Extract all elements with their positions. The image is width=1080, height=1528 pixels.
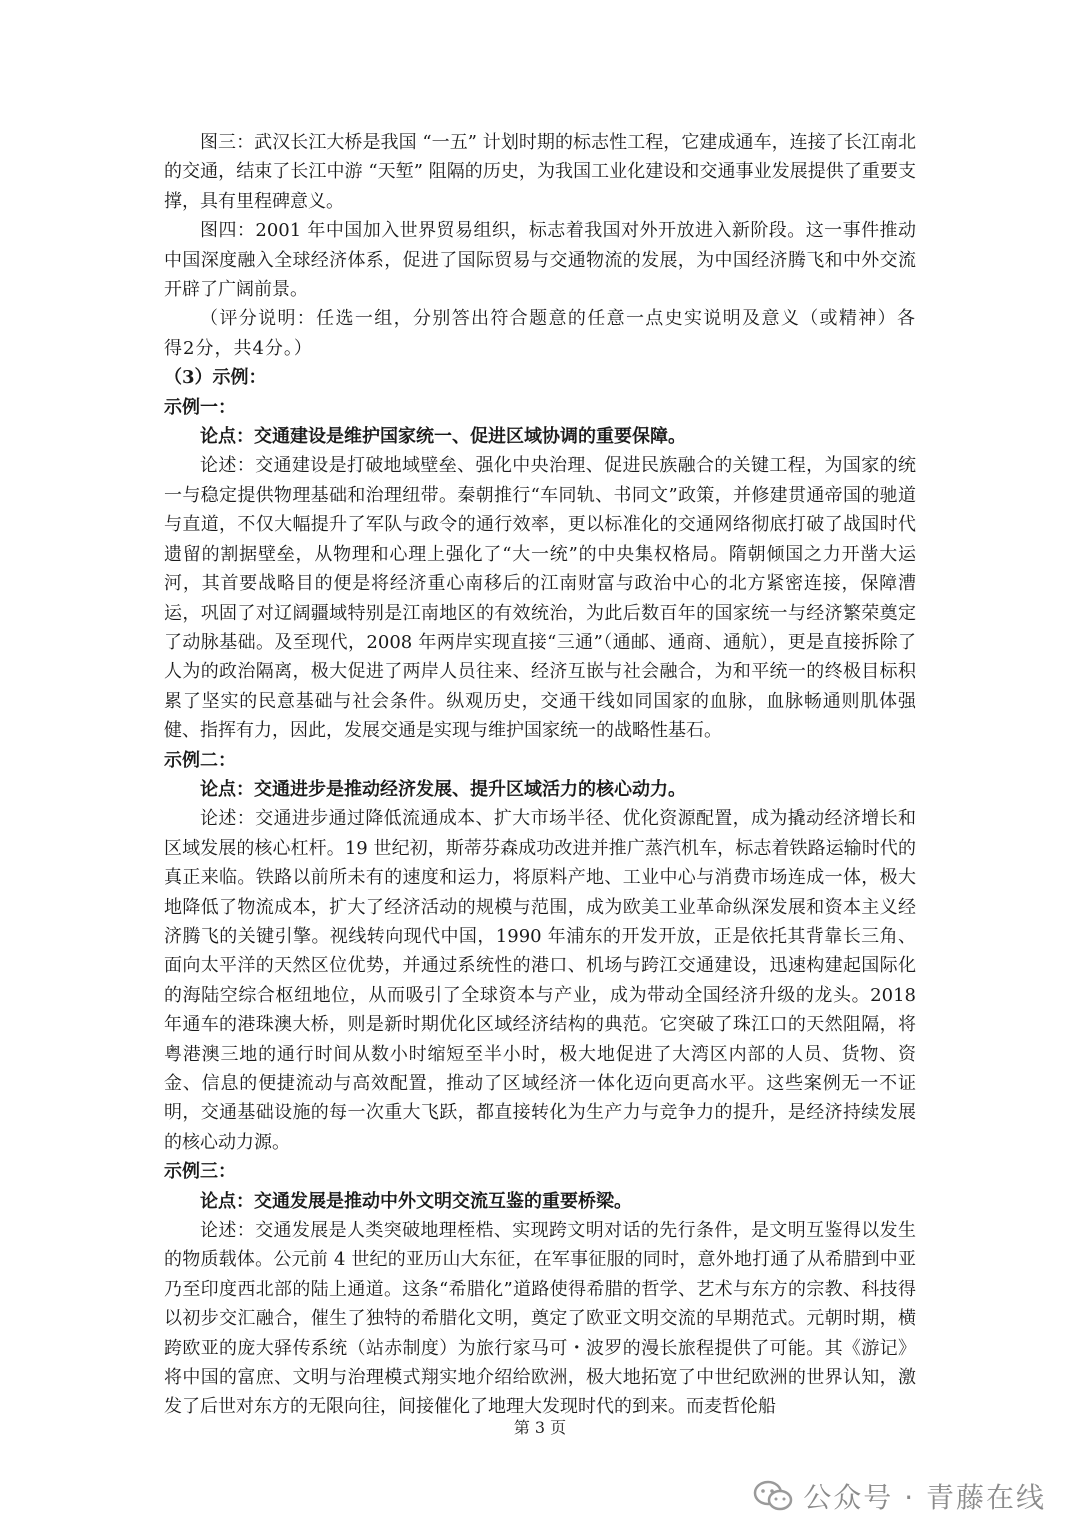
example-2-heading: 示例二：: [164, 749, 236, 771]
example-2-thesis: 论点：交通进步是推动经济发展、提升区域活力的核心动力。: [200, 778, 686, 800]
example-1-thesis: 论点：交通建设是维护国家统一、促进区域协调的重要保障。: [200, 426, 686, 448]
watermark-text: 公众号 · 青藤在线: [803, 1481, 1046, 1514]
watermark: [753, 1476, 1046, 1516]
wechat-icon: [753, 1480, 793, 1512]
example-1-argument: 论述：交通建设是打破地域壁垒、强化中央治理、促进民族融合的关键工程，为国家的统一与稳定提供物理基础和治理纽带。秦朝推行“车同轨、书同文”政策，并修建贯通帝国的驰道与直道，不仅大幅提升了军队与政令的通行效率，更以标准化的交通网络彻底打破了战国时代遗留的割据壁垒，从物理和心理上强化了“大一统”的中央集权格局。隋朝倾国之力开凿大运河，其首要战略目的便是将经济重心南移后的江南财富与政治中心的北方紧密连接，保障漕运，巩固了对辽阔疆域特别是江南地区的有效统治，为此后数百年的国家统一与经济繁荣奠定了动脉基础。及至现代，2008 年两岸实现直接“三通”（通邮、通商、通航），更是直接拆除了人为的政治隔离，极大促进了两岸人员往来、经济互嵌与社会融合，为和平统一的终极目标积累了坚实的民意基础与社会条件。纵观历史，交通干线如同国家的血脉，血脉畅通则肌体强健、指挥有力，因此，发展交通是实现与维护国家统一的战略性基石。: [164, 455, 916, 742]
document-body: [164, 128, 916, 1422]
example-3-thesis: 论点：交通发展是推动中外文明交流互鉴的重要桥梁。: [200, 1190, 632, 1212]
example-1-heading: 示例一：: [164, 396, 236, 418]
example-3-argument: 论述：交通发展是人类突破地理桎梏、实现跨文明对话的先行条件，是文明互鉴得以发生的物质载体。公元前 4 世纪的亚历山大东征，在军事征服的同时，意外地打通了从希腊到中亚乃至印度西北部的陆上通道。这条“希腊化”道路使得希腊的哲学、艺术与东方的宗教、科技得以初步交汇融合，催生了独特的希腊化文明，奠定了欧亚文明交流的早期范式。元朝时期，横跨欧亚的庞大驿传系统（站赤制度）为旅行家马可・波罗的漫长旅程提供了可能。其《游记》将中国的富庶、文明与治理模式翔实地介绍给欧洲，极大地拓宽了中世纪欧洲的世界认知，激发了后世对东方的无限向往，间接催化了地理大发现时代的到来。而麦哲伦船: [164, 1220, 916, 1418]
paragraph-figure-3: 图三：武汉长江大桥是我国 “一五” 计划时期的标志性工程，它建成通车，连接了长江南北的交通，结束了长江中游 “天堑” 阻隔的历史，为我国工业化建设和交通事业发展提供了重要支撑，具有里程碑意义。: [164, 132, 916, 212]
example-3-heading: 示例三：: [164, 1161, 236, 1183]
scoring-note: （评分说明：任选一组，分别答出符合题意的任意一点史实说明及意义（或精神）各得2分，共4分。）: [164, 308, 916, 359]
page-number: 第 3 页: [513, 1418, 567, 1437]
paragraph-figure-4: 图四：2001 年中国加入世界贸易组织，标志着我国对外开放进入新阶段。这一事件推动中国深度融入全球经济体系，促进了国际贸易与交通物流的发展，为中国经济腾飞和中外交流开辟了广阔前景。: [164, 220, 916, 301]
example-2-argument: 论述：交通进步通过降低流通成本、扩大市场半径、优化资源配置，成为撬动经济增长和区域发展的核心杠杆。19 世纪初，斯蒂芬森成功改进并推广蒸汽机车，标志着铁路运输时代的真正来临。铁路以前所未有的速度和运力，将原料产地、工业中心与消费市场连成一体，极大地降低了物流成本，扩大了经济活动的规模与范围，成为欧美工业革命纵深发展和资本主义经济腾飞的关键引擎。视线转向现代中国，1990 年浦东的开发开放，正是依托其背靠长三角、面向太平洋的天然区位优势，并通过系统性的港口、机场与跨江交通建设，迅速构建起国际化的海陆空综合枢纽地位，从而吸引了全球资本与产业，成为带动全国经济升级的龙头。2018 年通车的港珠澳大桥，则是新时期优化区域经济结构的典范。它突破了珠江口的天然阻隔，将粤港澳三地的通行时间从数小时缩短至半小时，极大地促进了大湾区内部的人员、货物、资金、信息的便捷流动与高效配置，推动了区域经济一体化迈向更高水平。这些案例无一不证明，交通基础设施的每一次重大飞跃，都直接转化为生产力与竞争力的提升，是经济持续发展的核心动力源。: [164, 808, 916, 1153]
section-3-heading: （3）示例：: [164, 367, 267, 389]
